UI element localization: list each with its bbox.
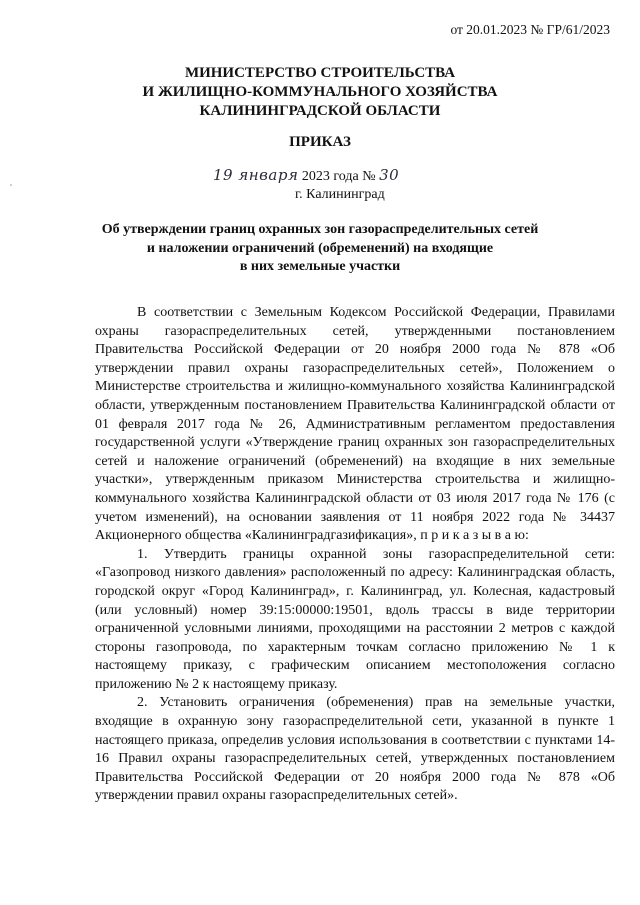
ministry-name bbox=[0, 64, 640, 121]
order-item-1: 1. Утвердить границы охранной зоны газораспределительной сети: «Газопровод низкого давления» расположенный по адресу: Калининградская область, городской округ «Город Калининград», г. Калининград, ул. Колесная, кадастровый (или условный) номер 39:15:00000:19501, вдоль трассы в виде территории ограниченной условными линиями, проходящими на расстоянии 2 метров с каждой стороны газопровода, по характерным точкам согласно приложению № 1 к настоящему приказу, с графическим описанием местоположения согласно приложению № 2 к настоящему приказу. bbox=[95, 546, 615, 692]
handwritten-number: 30 bbox=[379, 166, 400, 184]
subject-line: Об утверждении границ охранных зон газораспределительных сетей bbox=[101, 222, 539, 237]
ministry-line: МИНИСТЕРСТВО СТРОИТЕЛЬСТВА bbox=[184, 65, 456, 81]
date-year-text: 2023 года № bbox=[298, 169, 380, 184]
registration-number: от 20.01.2023 № ГР/61/2023 bbox=[450, 22, 610, 37]
city: г. Калининград bbox=[295, 187, 385, 202]
ministry-line: КАЛИНИНГРАДСКОЙ ОБЛАСТИ bbox=[199, 103, 441, 119]
subject-line: в них земельные участки bbox=[239, 259, 401, 274]
order-body bbox=[95, 304, 615, 806]
scan-speck bbox=[10, 184, 12, 186]
handwritten-date: 19 января bbox=[213, 166, 299, 184]
preamble-paragraph: В соответствии с Земельным Кодексом Российской Федерации, Правилами охраны газораспределительных сетей, утвержденными постановлением Правительства Российской Федерации от 20 ноября 2000 года № 878 «Об утверждении правил охраны газораспределительных сетей», Положением о Министерстве строительства и жилищно-коммунального хозяйства Калининградской области, утвержденным постановлением Правительства Калининградской области от 01 февраля 2017 года № 26, Административным регламентом предоставления государственной услуги «Утверждение границ охранных зон газораспределительных сетей и наложение ограничений (обременений) на входящие в них земельные участки», утвержденным приказом Министерства строительства и жилищно-коммунального хозяйства Калининградской области от 03 июля 2017 года № 176 (с учетом изменений), на основании заявления от 11 ноября 2022 года № 34437 Акционерного общества «Калининградгазификация», п р и к а з ы в а ю: bbox=[95, 305, 615, 544]
subject-line: и наложении ограничений (обременений) на входящие bbox=[146, 240, 494, 256]
order-item-2: 2. Установить ограничения (обременения) прав на земельные участки, входящие в охранную зону газораспределительной сети, указанной в пункте 1 настоящего приказа, определив условия использования в соответствии с пунктами 14-16 Правил охраны газораспределительных сетей, утвержденных постановлением Правительства Российской Федерации от 20 ноября 2000 года № 878 «Об утверждении правил охраны газораспределительных сетей». bbox=[95, 695, 615, 804]
order-title: ПРИКАЗ bbox=[289, 134, 351, 150]
order-date-line bbox=[213, 166, 399, 185]
order-subject bbox=[100, 221, 540, 277]
ministry-line: И ЖИЛИЩНО-КОММУНАЛЬНОГО ХОЗЯЙСТВА bbox=[142, 84, 498, 100]
